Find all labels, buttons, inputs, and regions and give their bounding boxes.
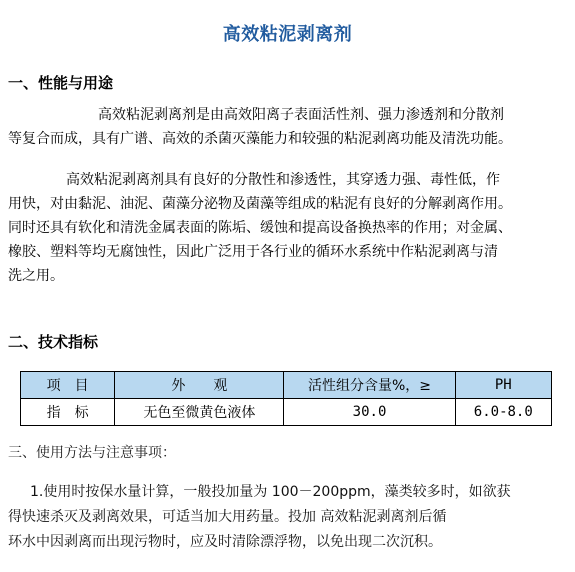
paragraph-line: 同时还具有软化和清洗金属表面的陈垢、缓蚀和提高设备换热率的作用；对金属、 — [8, 220, 512, 236]
table-header-cell: PH — [455, 372, 551, 399]
spec-table — [20, 371, 552, 426]
table-header-row — [21, 372, 552, 399]
paragraph-line: 高效粘泥剥离剂具有良好的分散性和渗透性，其穿透力强、毒性低，作 — [66, 172, 500, 188]
table-header-cell: 项 目 — [21, 372, 115, 399]
section-heading-specs: 二、技术指标 — [8, 333, 99, 351]
table-cell: 30.0 — [284, 399, 455, 426]
section-heading-usage: 三、使用方法与注意事项： — [8, 445, 176, 461]
paragraph-line: 洗之用。 — [8, 268, 64, 284]
paragraph-line: 用快，对由黏泥、油泥、菌藻分泌物及菌藻等组成的粘泥有良好的分解剥离作用。 — [8, 196, 512, 212]
table-header-cell: 活性组分含量%，≥ — [284, 372, 455, 399]
table-row — [21, 399, 552, 426]
paragraph-line: 高效粘泥剥离剂是由高效阳离子表面活性剂、强力渗透剂和分散剂 — [98, 107, 504, 123]
section-heading-performance: 一、性能与用途 — [8, 74, 114, 92]
paragraph-line: 橡胶、塑料等均无腐蚀性，因此广泛用于各行业的循环水系统中作粘泥剥离与清 — [8, 244, 498, 260]
table-cell: 6.0-8.0 — [455, 399, 551, 426]
paragraph-composition — [8, 103, 568, 151]
paragraph-line: 1.使用时按保水量计算，一般投加量为 100－200ppm，藻类较多时，如欲获 — [30, 484, 511, 500]
paragraph-line: 得快速杀灭及剥离效果，可适当加大用药量。投加 高效粘泥剥离剂后循 — [8, 509, 447, 525]
page-title: 高效粘泥剥离剂 — [222, 24, 353, 45]
paragraph-properties — [8, 168, 568, 288]
table-cell: 无色至微黄色液体 — [115, 399, 284, 426]
paragraph-line: 环水中因剥离而出现污物时，应及时清除漂浮物，以免出现二次沉积。 — [8, 534, 442, 550]
paragraph-line: 等复合而成，具有广谱、高效的杀菌灭藻能力和较强的粘泥剥离功能及清洗功能。 — [8, 131, 512, 147]
paragraph-usage — [8, 480, 573, 555]
table-header-cell: 外 观 — [115, 372, 284, 399]
table-cell: 指 标 — [21, 399, 115, 426]
